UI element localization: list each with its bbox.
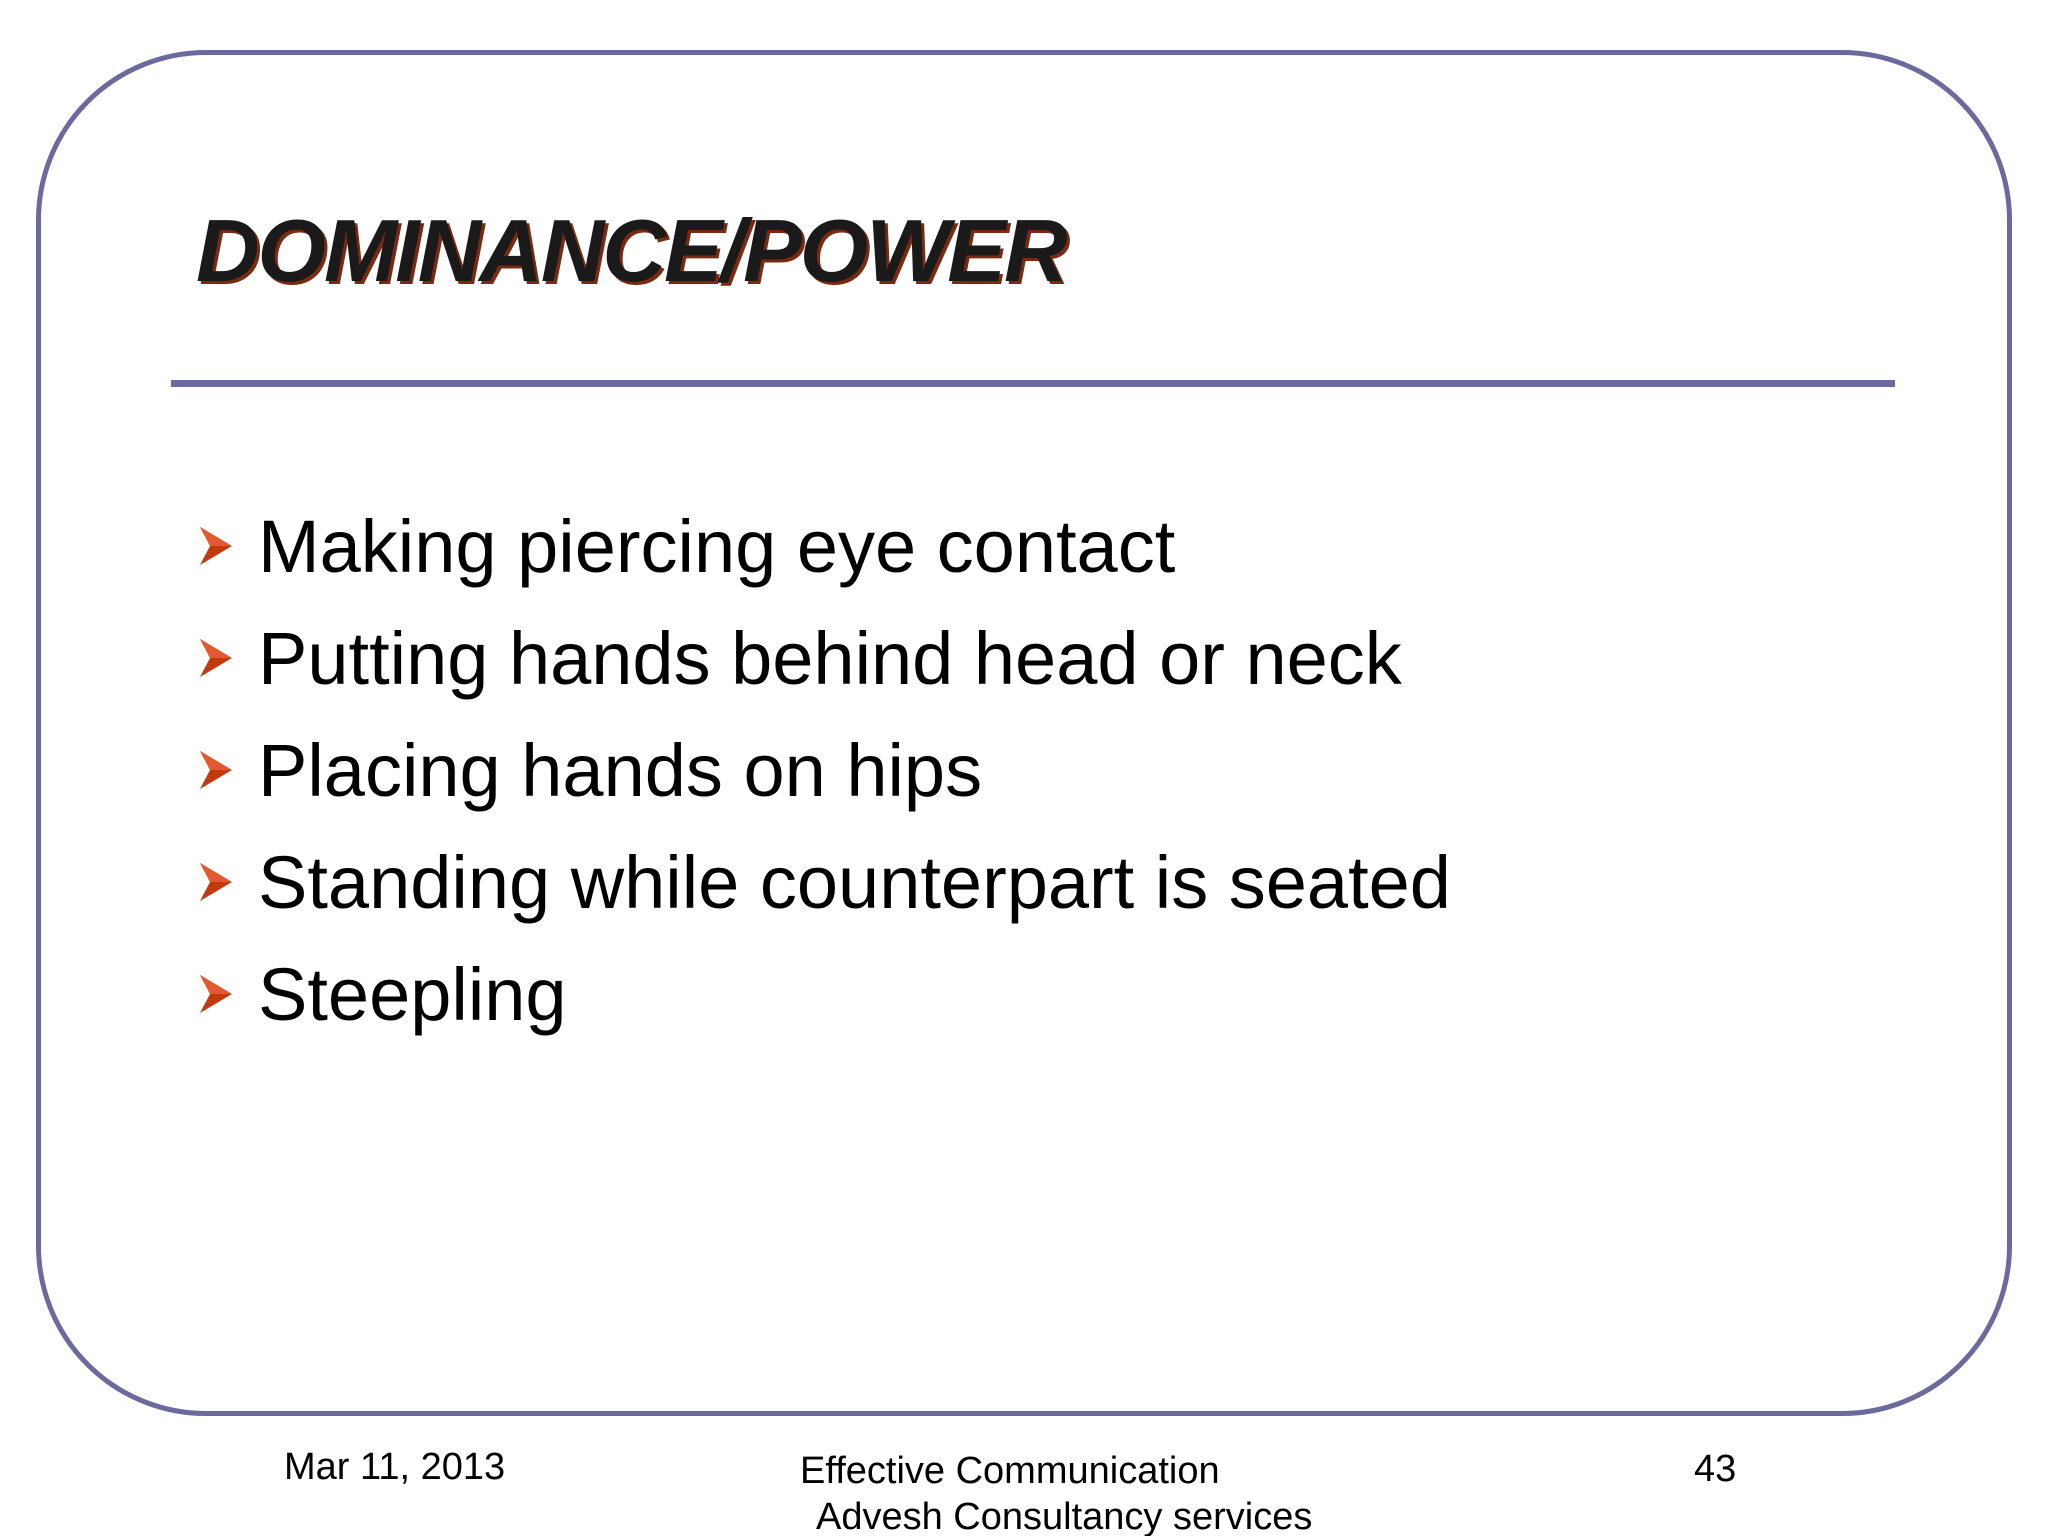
bullet-list (196, 490, 1451, 1050)
footer-title-line2: Advesh Consultancy services (816, 1496, 1313, 1536)
page-number: 43 (1694, 1448, 1737, 1490)
list-item (196, 938, 1451, 1050)
arrow-bullet-icon (196, 971, 236, 1017)
title-divider (171, 380, 1895, 387)
list-item (196, 714, 1451, 826)
bullet-text: Standing while counterpart is seated (258, 840, 1451, 924)
arrow-bullet-icon (196, 859, 236, 905)
list-item (196, 602, 1451, 714)
footer-date: Mar 11, 2013 (284, 1446, 506, 1488)
bullet-text: Putting hands behind head or neck (258, 616, 1402, 700)
footer-title-line1: Effective Communication (800, 1450, 1220, 1492)
arrow-bullet-icon (196, 635, 236, 681)
list-item (196, 826, 1451, 938)
list-item (196, 490, 1451, 602)
bullet-text: Making piercing eye contact (258, 504, 1176, 588)
footer-title (800, 1448, 1312, 1536)
bullet-text: Steepling (258, 952, 567, 1036)
slide-title: DOMINANCE/POWER (196, 201, 1066, 300)
arrow-bullet-icon (196, 747, 236, 793)
arrow-bullet-icon (196, 523, 236, 569)
bullet-text: Placing hands on hips (258, 728, 983, 812)
